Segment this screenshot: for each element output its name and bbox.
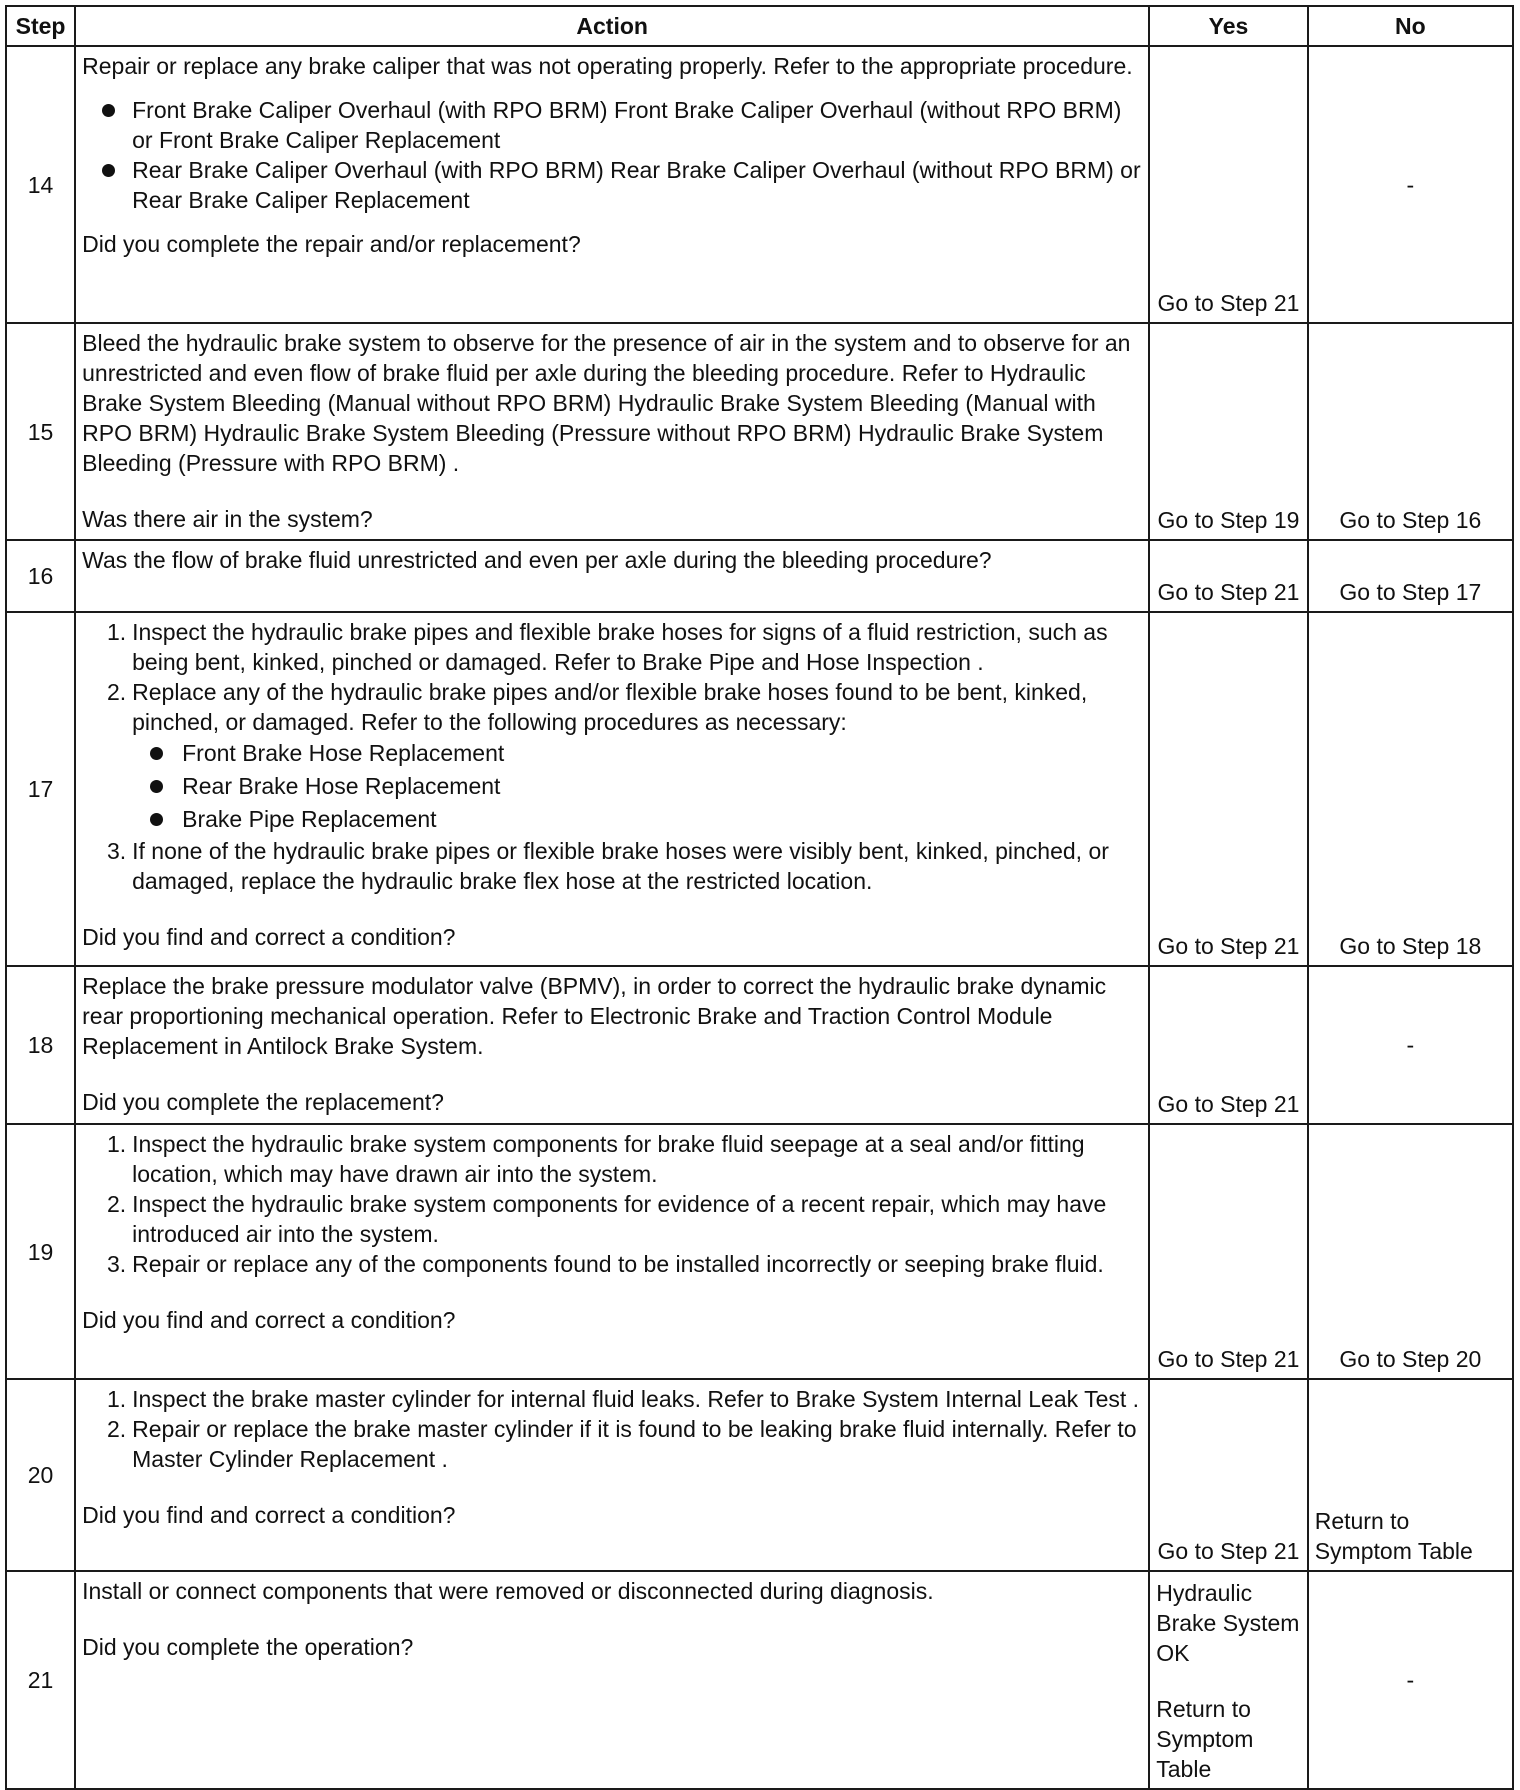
instruction-text: Repair or replace the brake master cylinder if it is found to be leaking brake fluid internally. Refer to Master Cylinder Replacement . <box>132 1416 1137 1472</box>
instruction-item <box>96 836 1142 896</box>
step-number: 17 <box>6 612 75 966</box>
yes-result: Go to Step 21 <box>1149 612 1307 966</box>
instruction-item <box>96 1189 1142 1249</box>
yes-result: Go to Step 21 <box>1149 540 1307 612</box>
instruction-list <box>82 1384 1142 1474</box>
action-cell <box>75 1379 1149 1571</box>
instruction-number: 1. <box>106 1386 127 1412</box>
no-result: Go to Step 20 <box>1308 1124 1513 1379</box>
action-cell <box>75 1124 1149 1379</box>
diagnostic-table <box>5 5 1514 1790</box>
action-cell <box>75 46 1149 323</box>
instruction-text: Replace any of the hydraulic brake pipes and/or flexible brake hoses found to be bent, kinked, pinched, or damaged. Refer to the following procedures as necessary: <box>132 679 1088 735</box>
instruction-text: Inspect the hydraulic brake pipes and flexible brake hoses for signs of a fluid restriction, such as being bent, kinked, pinched or damaged. Refer to Brake Pipe and Hose Inspection . <box>132 619 1108 675</box>
no-result: Go to Step 16 <box>1308 323 1513 540</box>
action-cell <box>75 966 1149 1124</box>
instruction-number: 3. <box>106 1251 127 1277</box>
yes-result: Go to Step 21 <box>1149 1379 1307 1571</box>
yes-result-secondary: Return to Symptom Table <box>1156 1696 1254 1782</box>
step-number: 16 <box>6 540 75 612</box>
action-intro: Replace the brake pressure modulator valve (BPMV), in order to correct the hydraulic brake dynamic rear proportioning mechanical operation. Refer to Electronic Brake and Traction Control Module Replacement in Antilock Brake System. <box>82 973 1107 1059</box>
step-number: 14 <box>6 46 75 323</box>
yes-result: Go to Step 19 <box>1149 323 1307 540</box>
action-cell <box>75 612 1149 966</box>
instruction-item <box>96 1249 1142 1279</box>
no-result: - <box>1308 46 1513 323</box>
instruction-list <box>82 617 1142 896</box>
header-yes: Yes <box>1149 6 1307 46</box>
step-row-19 <box>6 1124 1513 1379</box>
action-question: Did you find and correct a condition? <box>82 1502 456 1528</box>
action-cell <box>75 1571 1149 1789</box>
instruction-number: 2. <box>106 1416 127 1442</box>
instruction-text: Inspect the hydraulic brake system components for evidence of a recent repair, which may have introduced air into the system. <box>132 1191 1107 1247</box>
step-row-14 <box>6 46 1513 323</box>
step-number: 15 <box>6 323 75 540</box>
instruction-number: 3. <box>106 838 127 864</box>
action-question: Did you complete the replacement? <box>82 1089 444 1115</box>
yes-result: Go to Step 21 <box>1149 46 1307 323</box>
step-number: 18 <box>6 966 75 1124</box>
procedure-list <box>82 95 1142 215</box>
action-question: Did you find and correct a condition? <box>82 1307 456 1333</box>
procedure-item: Rear Brake Caliper Overhaul (with RPO BRM) Rear Brake Caliper Overhaul (without RPO BRM) or Rear Brake Caliper Replacement <box>102 155 1142 215</box>
yes-result-cell <box>1149 1571 1307 1789</box>
instruction-text: Inspect the hydraulic brake system components for brake fluid seepage at a seal and/or fitting location, which may have drawn air into the system. <box>132 1131 1085 1187</box>
action-intro: Repair or replace any brake caliper that was not operating properly. Refer to the appropriate procedure. <box>82 53 1133 79</box>
header-row <box>6 6 1513 46</box>
step-number: 19 <box>6 1124 75 1379</box>
step-number: 20 <box>6 1379 75 1571</box>
instruction-number: 1. <box>106 619 127 645</box>
action-question: Was the flow of brake fluid unrestricted and even per axle during the bleeding procedure? <box>82 547 992 573</box>
action-cell <box>75 540 1149 612</box>
instruction-text: Inspect the brake master cylinder for internal fluid leaks. Refer to Brake System Internal Leak Test . <box>132 1386 1140 1412</box>
step-row-16 <box>6 540 1513 612</box>
no-result: - <box>1308 966 1513 1124</box>
instruction-item <box>96 1384 1142 1414</box>
procedure-item: Rear Brake Hose Replacement <box>150 770 1142 803</box>
instruction-item <box>96 1129 1142 1189</box>
procedure-list <box>132 737 1142 836</box>
procedure-item: Brake Pipe Replacement <box>150 803 1142 836</box>
instruction-number: 2. <box>106 679 127 705</box>
action-intro: Bleed the hydraulic brake system to observe for the presence of air in the system and to observe for an unrestricted and even flow of brake fluid per axle during the bleeding procedure. Refer to Hydraulic Brake System Bleeding (Manual without RPO BRM) Hydraulic Brake System Bleeding (Manual with RPO BRM) Hydraulic Brake System Bleeding (Pressure without RPO BRM) Hydraulic Brake System Bleeding (Pressure with RPO BRM) . <box>82 330 1131 476</box>
action-cell <box>75 323 1149 540</box>
step-row-15 <box>6 323 1513 540</box>
instruction-item <box>96 677 1142 836</box>
action-question: Did you complete the operation? <box>82 1634 414 1660</box>
action-question: Did you find and correct a condition? <box>82 924 456 950</box>
yes-result: Go to Step 21 <box>1149 966 1307 1124</box>
instruction-number: 2. <box>106 1191 127 1217</box>
no-result: Go to Step 18 <box>1308 612 1513 966</box>
header-step: Step <box>6 6 75 46</box>
procedure-item: Front Brake Caliper Overhaul (with RPO BRM) Front Brake Caliper Overhaul (without RPO BRM) or Front Brake Caliper Replacement <box>102 95 1142 155</box>
instruction-item <box>96 617 1142 677</box>
action-question: Was there air in the system? <box>82 506 373 532</box>
step-number: 21 <box>6 1571 75 1789</box>
instruction-item <box>96 1414 1142 1474</box>
no-result: - <box>1308 1571 1513 1789</box>
header-no: No <box>1308 6 1513 46</box>
yes-result: Hydraulic Brake System OK <box>1156 1580 1300 1666</box>
no-result: Go to Step 17 <box>1308 540 1513 612</box>
header-action: Action <box>75 6 1149 46</box>
step-row-21 <box>6 1571 1513 1789</box>
instruction-text: Repair or replace any of the components found to be installed incorrectly or seeping brake fluid. <box>132 1251 1104 1277</box>
instruction-text: If none of the hydraulic brake pipes or flexible brake hoses were visibly bent, kinked, pinched, or damaged, replace the hydraulic brake flex hose at the restricted location. <box>132 838 1109 894</box>
action-question: Did you complete the repair and/or replacement? <box>82 231 581 257</box>
action-intro: Install or connect components that were removed or disconnected during diagnosis. <box>82 1578 934 1604</box>
step-row-17 <box>6 612 1513 966</box>
instruction-list <box>82 1129 1142 1279</box>
yes-result: Go to Step 21 <box>1149 1124 1307 1379</box>
no-result: Return to Symptom Table <box>1308 1379 1513 1571</box>
procedure-item: Front Brake Hose Replacement <box>150 737 1142 770</box>
step-row-20 <box>6 1379 1513 1571</box>
step-row-18 <box>6 966 1513 1124</box>
instruction-number: 1. <box>106 1131 127 1157</box>
